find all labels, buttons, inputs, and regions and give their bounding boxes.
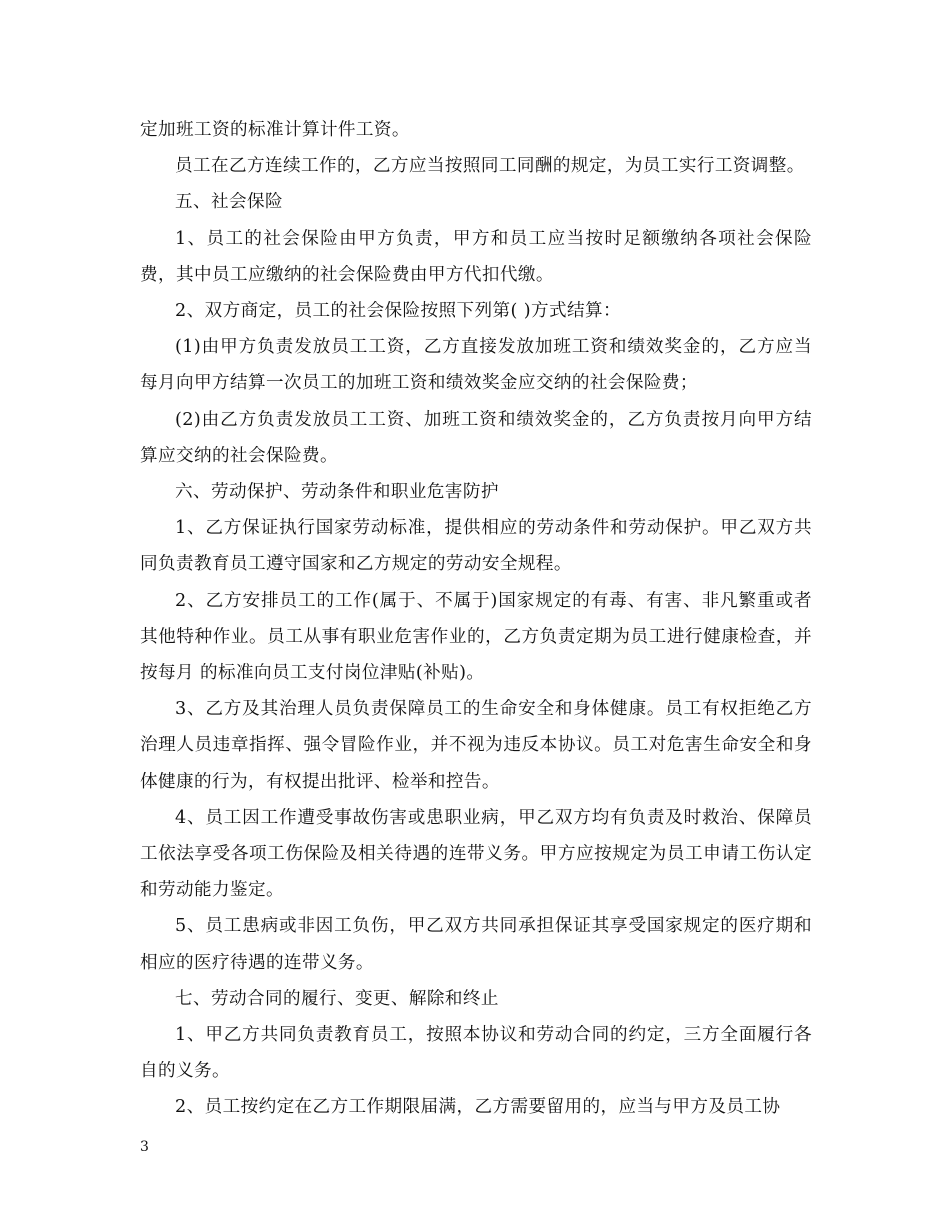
section-heading-labor-contract: 七、劳动合同的履行、变更、解除和终止 — [175, 988, 499, 1009]
paragraph: (2)由乙方负责发放员工工资、加班工资和绩效奖金的，乙方负责按月向甲方结算应交纳的社会保险费。 — [140, 409, 812, 466]
paragraph: 4、员工因工作遭受事故伤害或患职业病，甲乙双方均有负责及时救治、保障员工依法享受各项工伤保险及相关待遇的连带义务。甲方应按规定为员工申请工伤认定和劳动能力鉴定。 — [140, 807, 812, 901]
paragraph: 1、甲乙方共同负责教育员工，按照本协议和劳动合同的约定，三方全面履行各自的义务。 — [140, 1025, 812, 1082]
paragraph-continuation: 定加班工资的标准计算计件工资。 — [140, 120, 410, 140]
paragraph: 2、双方商定，员工的社会保险按照下列第( )方式结算： — [175, 301, 621, 322]
document-body — [140, 112, 812, 1126]
paragraph: 5、员工患病或非因工负伤，甲乙双方共同承担保证其享受国家规定的医疗期和相应的医疗待遇的连带义务。 — [140, 916, 812, 973]
paragraph: 员工在乙方连续工作的，乙方应当按照同工同酬的规定，为员工实行工资调整。 — [175, 156, 805, 177]
paragraph: 2、乙方安排员工的工作(属于、不属于)国家规定的有毒、有害、非凡繁重或者其他特种作业。员工从事有职业危害作业的，乙方负责定期为员工进行健康检查，并按每月 的标准向员工支付岗位津贴(补贴)。 — [140, 590, 812, 684]
section-heading-social-insurance: 五、社会保险 — [175, 192, 283, 213]
paragraph: 1、员工的社会保险由甲方负责，甲方和员工应当按时足额缴纳各项社会保险费，其中员工应缴纳的社会保险费由甲方代扣代缴。 — [140, 228, 812, 285]
page-number: 3 — [140, 1139, 149, 1155]
paragraph: (1)由甲方负责发放员工工资，乙方直接发放加班工资和绩效奖金的，乙方应当每月向甲方结算一次员工的加班工资和绩效奖金应交纳的社会保险费； — [140, 337, 812, 394]
section-heading-labor-protection: 六、劳动保护、劳动条件和职业危害防护 — [175, 482, 499, 503]
paragraph: 3、乙方及其治理人员负责保障员工的生命安全和身体健康。员工有权拒绝乙方治理人员违章指挥、强令冒险作业，并不视为违反本协议。员工对危害生命安全和身体健康的行为，有权提出批评、检举和控告。 — [140, 699, 812, 792]
paragraph: 1、乙方保证执行国家劳动标准，提供相应的劳动条件和劳动保护。甲乙双方共同负责教育员工遵守国家和乙方规定的劳动安全规程。 — [140, 518, 812, 575]
paragraph: 2、员工按约定在乙方工作期限届满，乙方需要留用的，应当与甲方及员工协 — [175, 1097, 781, 1118]
